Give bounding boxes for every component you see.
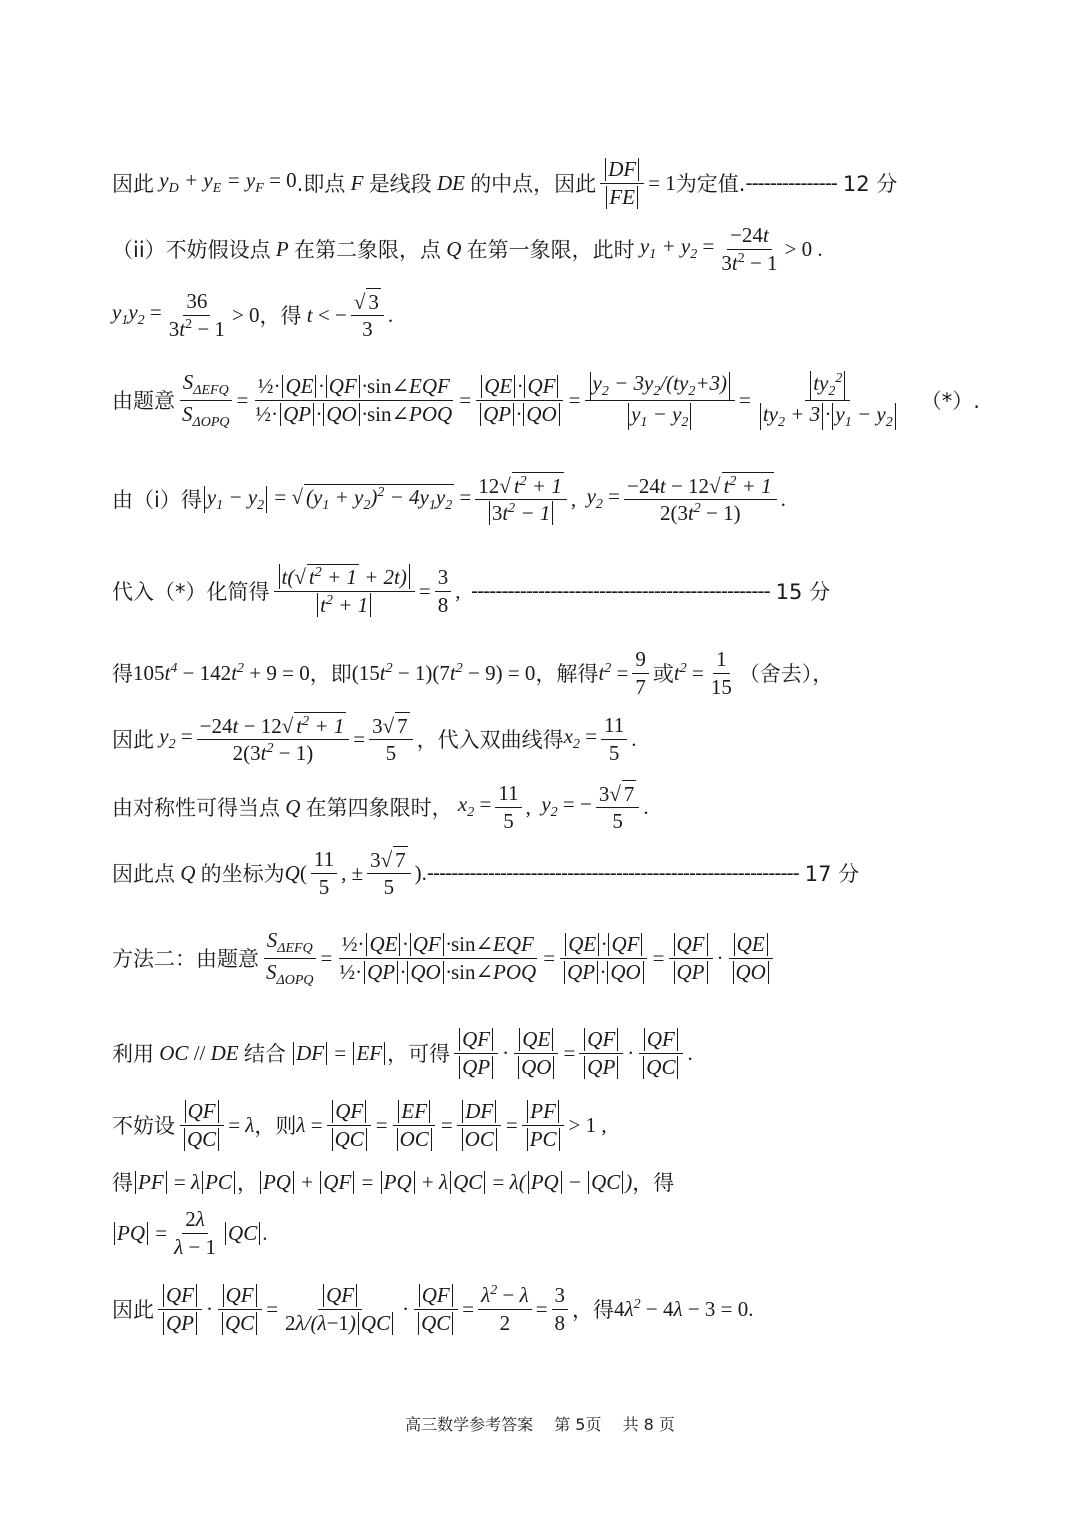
fraction-df-fe: $\frac{DF}{FE}$	[600, 156, 644, 210]
line-quartic: 得 $105t^4 - 142t^2 + 9 = 0$ ，即 $(15t^2 - 1)(7t^2 - 9) = 0$ ，解得 $t^2$ = $\frac{9}{7}$ 或 $t^2$ = $\frac{1}{15}$ （舍去），	[112, 647, 834, 699]
line-symmetry: 由对称性可得当点 Q 在第四象限时， $x_2$ = $\frac{11}{5}$ , $y_2$ = − $\frac{3√ 7}{5}$ .	[112, 781, 649, 833]
line-method-two: 方法二：由题意 $\frac{S_{\Delta EFQ}}{S_{\Delta OPQ}}$ = $\frac{\text{½· QE · QF ·sin∠EQF}}{\text{½· QP · QO ·sin∠POQ}}$ = $\frac{QE \cdot QF}{QP \cdot QO}$ = $\frac{QF}{QP}$ · $\frac{QE}{QO}$	[112, 910, 778, 1006]
line-pf-relation: 得 PF = λ PC ， PQ + QF = PQ + λ QC = λ( PQ − QC ) ，得	[112, 1169, 675, 1195]
page-footer	[0, 1412, 1080, 1435]
line-area-ratio: 由题意 $\frac{S_{\Delta EFQ}}{S_{\Delta OPQ}}$ = $\frac{\text{½· QE · QF ·sin∠EQF}}{\text{½· QP · QO ·sin∠POQ}}$ = $\frac{QE \cdot QF}{QP \cdot QO}$ = $\frac{y_2 - 3y_2/(ty_2+3)}{y_1 - y_2}$ = $\frac{ty_2^2}{ty_2 + 3 \cdot y_1 - y_2}$ （*）.	[112, 369, 980, 430]
footer-title: 高三数学参考答案	[405, 1415, 534, 1434]
line-product: $y_1y_2$ = $\frac{36}{3t^2 - 1}$ > 0 ，得 t < − $\frac{√ 3}{3}$ .	[112, 289, 394, 341]
line-y2-value: 因此 $y_2$ = $\frac{-24t - 12√ t^2 + 1}{2(3t^2 - 1)}$ = $\frac{3√ 7}{5}$ ，代入双曲线得 $x_2$ = $\frac{11}{5}$ .	[112, 713, 637, 765]
line-substitute: 代入（*）化简得 $\frac{t(√ t^2 + 1 + 2t)}{t^2 + 1}$ = $\frac{3}{8}$ , ------------------------------------------------- 15 分	[112, 565, 831, 617]
line-difference: 由（i）得 $y_1 - y_2$ = √ $(y_1 + y_2)^2 - 4y_1y_2$ = $\frac{12√ t^2 + 1}{3t^2 - 1}$ , $y_2$ = $\frac{-24t - 12√ t^2 + 1}{2(3t^2 - 1)}$ .	[112, 473, 786, 525]
line-coordinates: 因此点 Q 的坐标为 Q( $\frac{11}{5}$ , ± $\frac{3√ 7}{5}$ ). ------------------------------------------------------------- 17 分	[112, 847, 860, 899]
line-pq-value: PQ = $\frac{2\lambda}{\lambda - 1}$ QC .	[112, 1200, 267, 1266]
score-label: 17 分	[804, 862, 860, 886]
score-label: 12 分	[842, 172, 898, 196]
line-final-equation: 因此 $\frac{QF}{QP}$ · $\frac{QF}{QC}$ = $\frac{QF}{2\lambda/(\lambda-1) QC}$ · $\frac{QF}{QC}$ = $\frac{\lambda^2 - \lambda}{2}$ = $\frac{3}{8}$ ，得 $4\lambda^2 - 4\lambda - 3 = 0$.	[112, 1283, 754, 1335]
footer-total-pages: 共 8 页	[622, 1415, 675, 1434]
line-case-ii: （ii）不妨假设点 P 在第二象限，点 Q 在第一象限，此时 $y_1 + y_2$ = $\frac{-24t}{3t^2 - 1}$ > 0 .	[112, 223, 823, 275]
line-parallel: 利用 OC // DE 结合 DF = EF ，可得 $\frac{QF}{QP}$ · $\frac{QE}{QO}$ = $\frac{QF}{QP}$ · $\frac{QF}{QC}$ .	[112, 1027, 693, 1079]
score-label: 15 分	[775, 580, 831, 604]
line-conclusion-midpoint: 因此 $y_D + y_E = y_F = 0$ .即点 F 是线段 DE 的中点，因此 $\frac{DF}{FE}$ = 1 为定值. --------------- 12 分	[112, 157, 898, 209]
line-lambda: 不妨设 $\frac{QF}{QC}$ = λ ，则 λ = $\frac{QF}{QC}$ = $\frac{EF}{OC}$ = $\frac{DF}{OC}$ = $\frac{PF}{PC}$ > 1 ,	[112, 1099, 607, 1151]
footer-page-number: 第 5页	[554, 1415, 602, 1434]
